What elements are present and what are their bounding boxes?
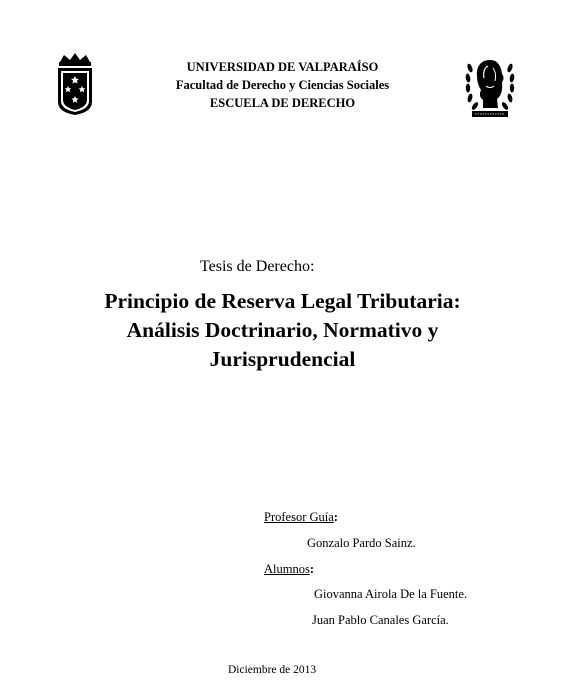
school-seal-icon bbox=[462, 54, 518, 120]
faculty-name: Facultad de Derecho y Ciencias Sociales bbox=[175, 78, 390, 92]
student-name: Juan Pablo Canales García. bbox=[312, 613, 449, 627]
thesis-title bbox=[20, 287, 545, 374]
thesis-title-line: Análisis Doctrinario, Normativo y bbox=[126, 318, 439, 342]
university-name: UNIVERSIDAD DE VALPARAÍSO bbox=[186, 60, 379, 74]
advisor-name: Gonzalo Pardo Sainz. bbox=[307, 536, 416, 550]
student-name: Giovanna Airola De la Fuente. bbox=[314, 587, 468, 601]
header bbox=[120, 58, 445, 112]
students-label: Alumnos: bbox=[264, 562, 315, 576]
thesis-subtitle: Tesis de Derecho: bbox=[200, 258, 315, 275]
thesis-date: Diciembre de 2013 bbox=[228, 664, 317, 676]
university-crest-icon bbox=[54, 52, 96, 116]
thesis-title-line: Principio de Reserva Legal Tributaria: bbox=[104, 289, 461, 313]
advisor-label: Profesor Guía: bbox=[264, 510, 338, 524]
thesis-title-line: Jurisprudencial bbox=[209, 347, 356, 371]
school-name: ESCUELA DE DERECHO bbox=[209, 96, 356, 110]
